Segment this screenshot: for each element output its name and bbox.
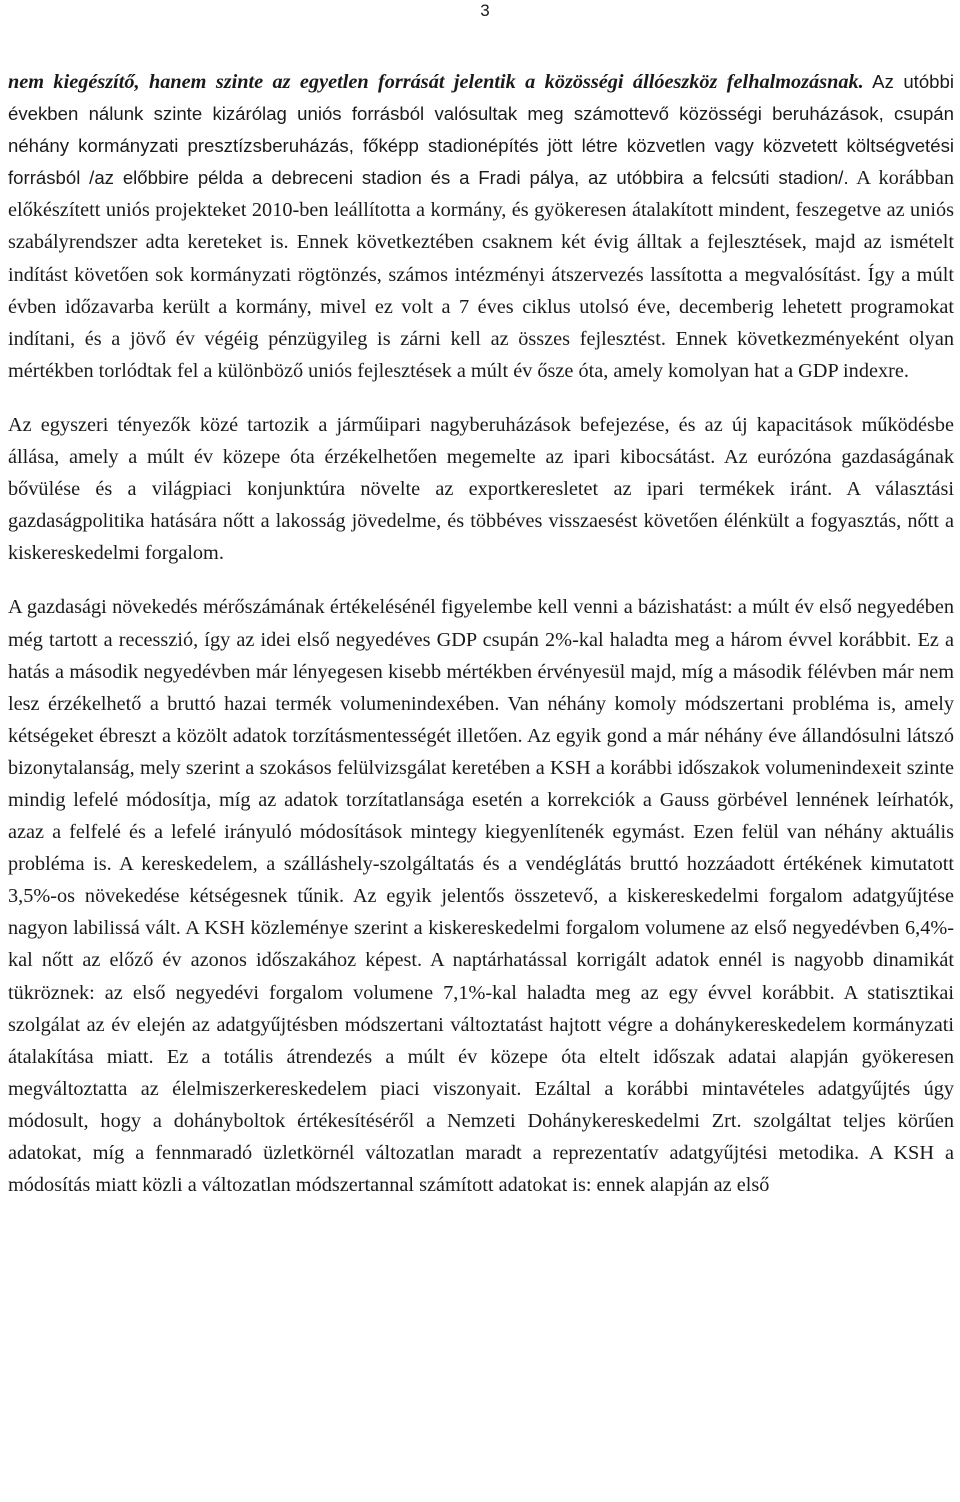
page-number: 3: [480, 1, 490, 20]
paragraph-text: Az egyszeri tényezők közé tartozik a járműipari nagyberuházások befejezése, és az új kapacitások működésbe állása, amely a múlt év közepe óta érzékelhetően megemelte az ipari kibocsátást. Az eurózóna gazdaságának bővülése és a világpiaci konjunktúra növelte az exportkeresletet az ipari termékek iránt. A választási gazdaságpolitika hatására nőtt a lakosság jövedelme, és többéves visszaesést követően élénkült a fogyasztás, nőtt a kiskereskedelmi forgalom.: [8, 413, 954, 565]
paragraph-1: [8, 66, 954, 387]
paragraph-3: [8, 591, 954, 1201]
paragraph-text: A korábban előkészített uniós projekteket 2010-ben leállította a kormány, és gyökeresen átalakított mindent, feszegetve az uniós szabályrendszer adta kereteket is. Ennek következtében csaknem két évig álltak a fejlesztések, majd az ismételt indítást követően sok kormányzati rögtönzés, számos intézményi átszervezés lassította a megvalósítást. Így a múlt évben időzavarba került a kormány, mivel ez volt a 7 éves ciklus utolsó éve, decemberig lehetett programokat indítani, és a jövő év végéig pénzügyileg is zárni kell az összes fejlesztést. Ennek következményeként olyan mértékben torlódtak fel a különböző uniós fejlesztések a múlt év ősze óta, amely komolyan hat a GDP indexre.: [8, 167, 954, 382]
paragraph-text: A gazdasági növekedés mérőszámának értékelésénél figyelembe kell venni a bázishatást: a múlt év első negyedében még tartott a recesszió, így az idei első negyedéves GDP csupán 2%-kal haladta meg a három évvel korábbit. Ez a hatás a második negyedévben már lényegesen kisebb mértékben érvényesül majd, míg a második félévben már nem lesz érzékelhető a bruttó hazai termék volumenindexében. Van néhány komoly módszertani probléma is, amely kétségeket ébreszt a közölt adatok torzításmentességét illetően. Az egyik gond a már néhány éve állandósulni látszó bizonytalanság, mely szerint a szokásos felülvizsgálat keretében a KSH a korábbi időszakok volumenindexeit szinte mindig lefelé módosítja, míg az adatok torzítatlansága esetén a korrekciók a Gauss görbével lennének leírhatók, azaz a felfelé és a lefelé irányuló módosítások mintegy kiegyenlítenék egymást. Ezen felül van néhány aktuális probléma is. A kereskedelem, a szálláshely-szolgáltatás és a vendéglátás bruttó hozzáadott értékének kimutatott 3,5%-os növekedése kétségesnek tűnik. Az egyik jelentős összetevő, a kiskereskedelmi forgalom adatgyűjtése nagyon labilissá vált. A KSH közleménye szerint a kiskereskedelmi forgalom volumene az első negyedévben 6,4%-kal nőtt az előző év azonos időszakához képest. A naptárhatással korrigált adatok ennél is nagyobb dinamikát tükröznek: az első negyedévi forgalom volumene 7,1%-kal haladta meg az egy évvel korábbit. A statisztikai szolgálat az év elején az adatgyűjtésben módszertani változtatást hajtott végre a dohánykereskedelem kormányzati átalakítása miatt. Ez a totális átrendezés a múlt év közepe óta eltelt időszak adatai alapján gyökeresen megváltoztatta az élelmiszerkereskedelem piaci viszonyait. Ezáltal a korábbi mintavételes adatgyűjtés úgy módosult, hogy a dohányboltok értékesítéséről a Nemzeti Dohánykereskedelmi Zrt. szolgáltat teljes körűen adatokat, míg a fennmaradó üzletkörnél változatlan maradt a reprezentatív adatgyűjtési metodika. A KSH a módosítás miatt közli a változatlan módszertannal számított adatokat is: ennek alapján az első: [8, 596, 954, 1197]
emphasized-lead: nem kiegészítő, hanem szinte az egyetlen forrását jelentik a közösségi állóeszköz felhalmozásnak.: [8, 71, 864, 93]
paragraph-text: Az utóbbi években nálunk szinte kizárólag uniós forrásból valósultak meg számottevő közösségi beruházások, csupán néhány kormányzati presztízsberuházás, főképp stadionépítés jött létre közvetlen vagy közvetett költségvetési forrásból /az előbbire példa a debreceni stadion és a Fradi pálya, az utóbbira a felcsúti stadion/.: [8, 71, 954, 189]
paragraph-2: [8, 409, 954, 569]
document-body: [8, 66, 954, 1201]
